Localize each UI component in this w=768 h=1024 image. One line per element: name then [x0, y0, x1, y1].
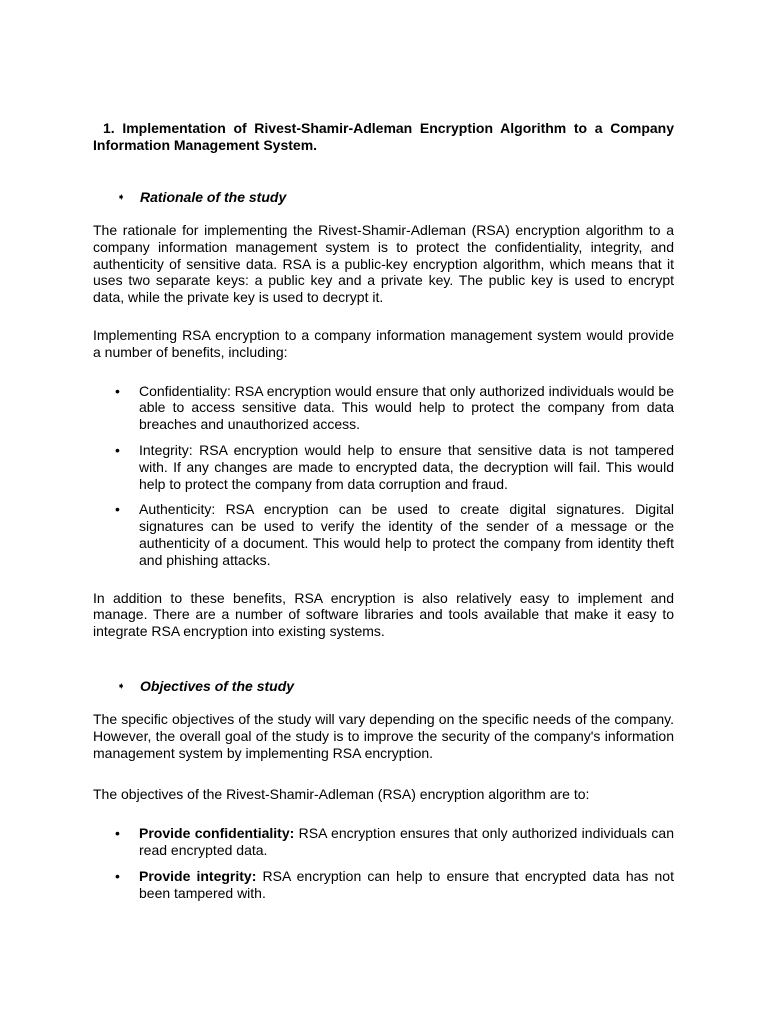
section-heading-objectives	[117, 678, 674, 695]
rationale-paragraph-3: In addition to these benefits, RSA encryption is also relatively easy to implement and manage. There are a number of software libraries and tools available that make it easy to integrate RSA encryption into existing systems.	[93, 589, 674, 640]
bullet-icon: •	[115, 382, 120, 399]
arrow-bullet-icon: ➧	[117, 192, 126, 203]
list-item: • Authenticity: RSA encryption can be used to create digital signatures. Digital signatures can be used to verify the identity of the sender of a message or the authenticity of a document. This would help to protect the company from identity theft and phishing attacks.	[115, 501, 674, 568]
document-content	[93, 120, 674, 901]
section-heading-text: Rationale of the study	[140, 189, 287, 205]
bullet-icon: •	[115, 867, 120, 884]
document-title: 1. Implementation of Rivest-Shamir-Adleman Encryption Algorithm to a Company Information Management System.	[93, 120, 674, 153]
section-heading-rationale	[117, 189, 674, 206]
arrow-bullet-icon: ➧	[117, 680, 126, 692]
objectives-list	[93, 825, 674, 901]
list-item: • Provide integrity: RSA encryption can help to ensure that encrypted data has not been tampered with.	[115, 867, 674, 901]
rationale-paragraph-2: Implementing RSA encryption to a company information management system would provide a number of benefits, including:	[93, 326, 674, 360]
list-item: • Provide confidentiality: RSA encryption ensures that only authorized individuals can read encrypted data.	[115, 825, 674, 858]
benefits-list	[93, 383, 674, 569]
objectives-paragraph-1: The specific objectives of the study will vary depending on the specific needs of the company. However, the overall goal of the study is to improve the security of the company's information management system by implementing RSA encryption.	[93, 710, 674, 761]
rationale-paragraph-1: The rationale for implementing the Rivest-Shamir-Adleman (RSA) encryption algorithm to a company information management system is to protect the confidentiality, integrity, and authenticity of sensitive data. RSA is a public-key encryption algorithm, which means that it uses two separate keys: a public key and a private key. The public key is used to encrypt data, while the private key is used to decrypt it.	[93, 222, 674, 306]
bullet-icon: •	[115, 441, 120, 458]
bullet-icon: •	[115, 501, 120, 518]
list-item: • Confidentiality: RSA encryption would ensure that only authorized individuals would be able to access sensitive data. This would help to protect the company from data breaches and unauthorized access.	[115, 382, 674, 433]
section-heading-text: Objectives of the study	[140, 677, 295, 694]
bullet-icon: •	[115, 825, 120, 842]
list-item: • Integrity: RSA encryption would help to ensure that sensitive data is not tampered with. If any changes are made to encrypted data, the decryption will fail. This would help to protect the company from data corruption and fraud.	[115, 441, 674, 492]
objectives-paragraph-2: The objectives of the Rivest-Shamir-Adleman (RSA) encryption algorithm are to:	[93, 786, 590, 803]
